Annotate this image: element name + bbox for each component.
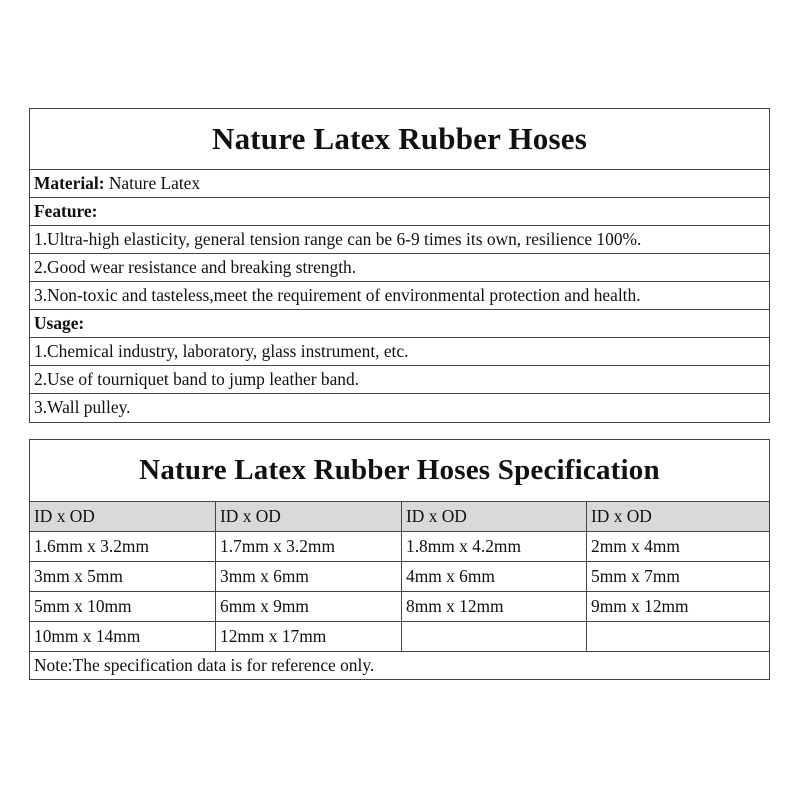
spec-cell: 5mm x 10mm — [30, 592, 216, 622]
feature-item-3: 3.Non-toxic and tasteless,meet the requirement of environmental protection and health. — [30, 282, 769, 310]
spec-cell: 6mm x 9mm — [216, 592, 402, 622]
usage-item-1: 1.Chemical industry, laboratory, glass instrument, etc. — [30, 338, 769, 366]
spec-cell: 4mm x 6mm — [402, 562, 587, 592]
spec-cell: 12mm x 17mm — [216, 622, 402, 652]
feature-item-2: 2.Good wear resistance and breaking strength. — [30, 254, 769, 282]
product-info-table — [29, 108, 770, 423]
usage-item-3: 3.Wall pulley. — [34, 397, 131, 417]
usage-item-2: 2.Use of tourniquet band to jump leather band. — [30, 366, 769, 394]
spec-cell: 3mm x 5mm — [30, 562, 216, 592]
spec-cell: 5mm x 7mm — [587, 562, 769, 592]
specification-title: Nature Latex Rubber Hoses Specification — [30, 440, 769, 502]
spec-header-cell: ID x OD — [30, 502, 216, 532]
specification-table — [29, 439, 770, 680]
spec-cell: 10mm x 14mm — [30, 622, 216, 652]
material-label: Material: — [34, 173, 105, 193]
spec-cell: 2mm x 4mm — [587, 532, 769, 562]
usage-heading: Usage: — [30, 310, 769, 338]
product-title: Nature Latex Rubber Hoses — [30, 109, 769, 170]
feature-item-1: 1.Ultra-high elasticity, general tension range can be 6-9 times its own, resilience 100%. — [30, 226, 769, 254]
spec-cell: 1.8mm x 4.2mm — [402, 532, 587, 562]
spec-cell-empty — [587, 622, 769, 652]
spec-header-cell: ID x OD — [216, 502, 402, 532]
spec-grid — [30, 502, 769, 652]
spec-cell: 1.6mm x 3.2mm — [30, 532, 216, 562]
material-value: Nature Latex — [104, 173, 201, 193]
spec-header-cell: ID x OD — [402, 502, 587, 532]
spec-cell: 8mm x 12mm — [402, 592, 587, 622]
specification-note: Note:The specification data is for reference only. — [34, 655, 375, 675]
spec-header-cell: ID x OD — [587, 502, 769, 532]
spec-cell: 3mm x 6mm — [216, 562, 402, 592]
feature-heading: Feature: — [30, 198, 769, 226]
spec-cell: 9mm x 12mm — [587, 592, 769, 622]
material-row — [30, 170, 769, 198]
spec-cell-empty — [402, 622, 587, 652]
spec-cell: 1.7mm x 3.2mm — [216, 532, 402, 562]
